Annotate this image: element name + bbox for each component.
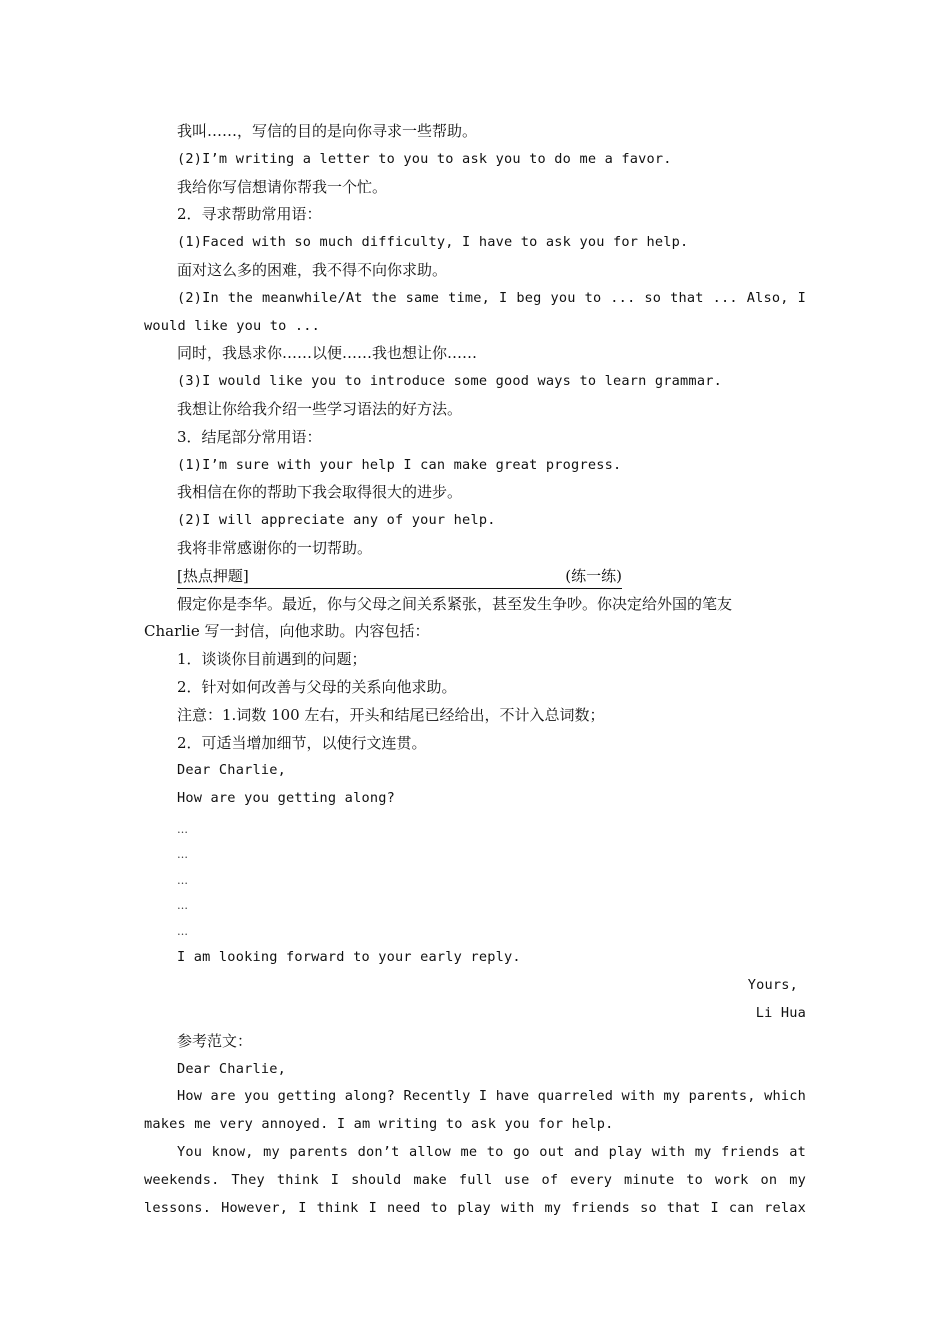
text-line: (2)I’m writing a letter to you to ask you to do me a favor. [177,150,672,167]
text-line: 我将非常感谢你的一切帮助。 [177,538,373,557]
task-item: 1．谈谈你目前遇到的问题； [177,650,367,669]
text-line: 我叫……，写信的目的是向你寻求一些帮助。 [177,122,478,140]
text-line: 我给你写信想请你帮我一个忙。 [177,177,388,196]
letter-closing: I am looking forward to your early reply. [177,949,521,966]
sample-greeting: Dear Charlie, [177,1060,286,1077]
letter-opening: How are you getting along? [177,790,395,807]
text-line: (1)I’m sure with your help I can make great progress. [177,456,622,473]
practice-label: (练一练) [565,566,622,585]
sample-text: lessons. However, I think I need to play with my friends so that I can relax [144,1199,806,1216]
text-line: (2)In the meanwhile/At the same time, I beg you to ... so that ... Also, I [177,289,806,306]
ellipsis-line: … [177,822,188,836]
text-line: (1)Faced with so much difficulty, I have to ask you for help. [177,234,689,251]
task-note: 注意：1.词数 100 左右，开头和结尾已经给出，不计入总词数； [177,705,605,724]
letter-signoff: Yours, [747,977,798,994]
sample-text: makes me very annoyed. I am writing to ask you for help. [144,1116,614,1133]
document-body [144,118,806,1222]
text-line: 我相信在你的帮助下我会取得很大的进步。 [177,483,463,502]
ellipsis-line: … [177,899,188,913]
sample-label: 参考范文： [177,1031,253,1050]
task-text: Charlie 写一封信，向他求助。内容包括： [144,622,430,641]
text-line: would like you to ... [144,317,321,334]
section-heading: 3．结尾部分常用语： [177,427,322,446]
ellipsis-line: … [177,873,188,887]
hot-topic-header [144,563,806,591]
ellipsis-line: … [177,848,188,862]
hot-topic-label: [热点押题] [177,566,249,585]
letter-signature: Li Hua [755,1005,806,1022]
task-note: 2．可适当增加细节，以使行文连贯。 [177,733,427,752]
text-line: (2)I will appreciate any of your help. [177,512,496,529]
text-line: 我想让你给我介绍一些学习语法的好方法。 [177,399,463,418]
letter-greeting: Dear Charlie, [177,762,286,779]
sample-text: weekends. They think I should make full use of every minute to work on my [144,1171,806,1188]
text-line: 同时，我恳求你……以便……我也想让你…… [177,344,478,363]
hot-topic-bar [177,564,622,589]
task-item: 2．针对如何改善与父母的关系向他求助。 [177,677,457,696]
sample-text: You know, my parents don’t allow me to go out and play with my friends at [177,1144,806,1160]
text-line: 面对这么多的困难，我不得不向你求助。 [177,260,448,279]
section-heading: 2．寻求帮助常用语： [177,205,322,224]
task-text: 假定你是李华。最近，你与父母之间关系紧张，甚至发生争吵。你决定给外国的笔友 [177,594,733,613]
ellipsis-line: … [177,924,188,938]
text-line: (3)I would like you to introduce some good ways to learn grammar. [177,373,722,390]
sample-text: How are you getting along? Recently I have quarreled with my parents, which [177,1088,806,1105]
